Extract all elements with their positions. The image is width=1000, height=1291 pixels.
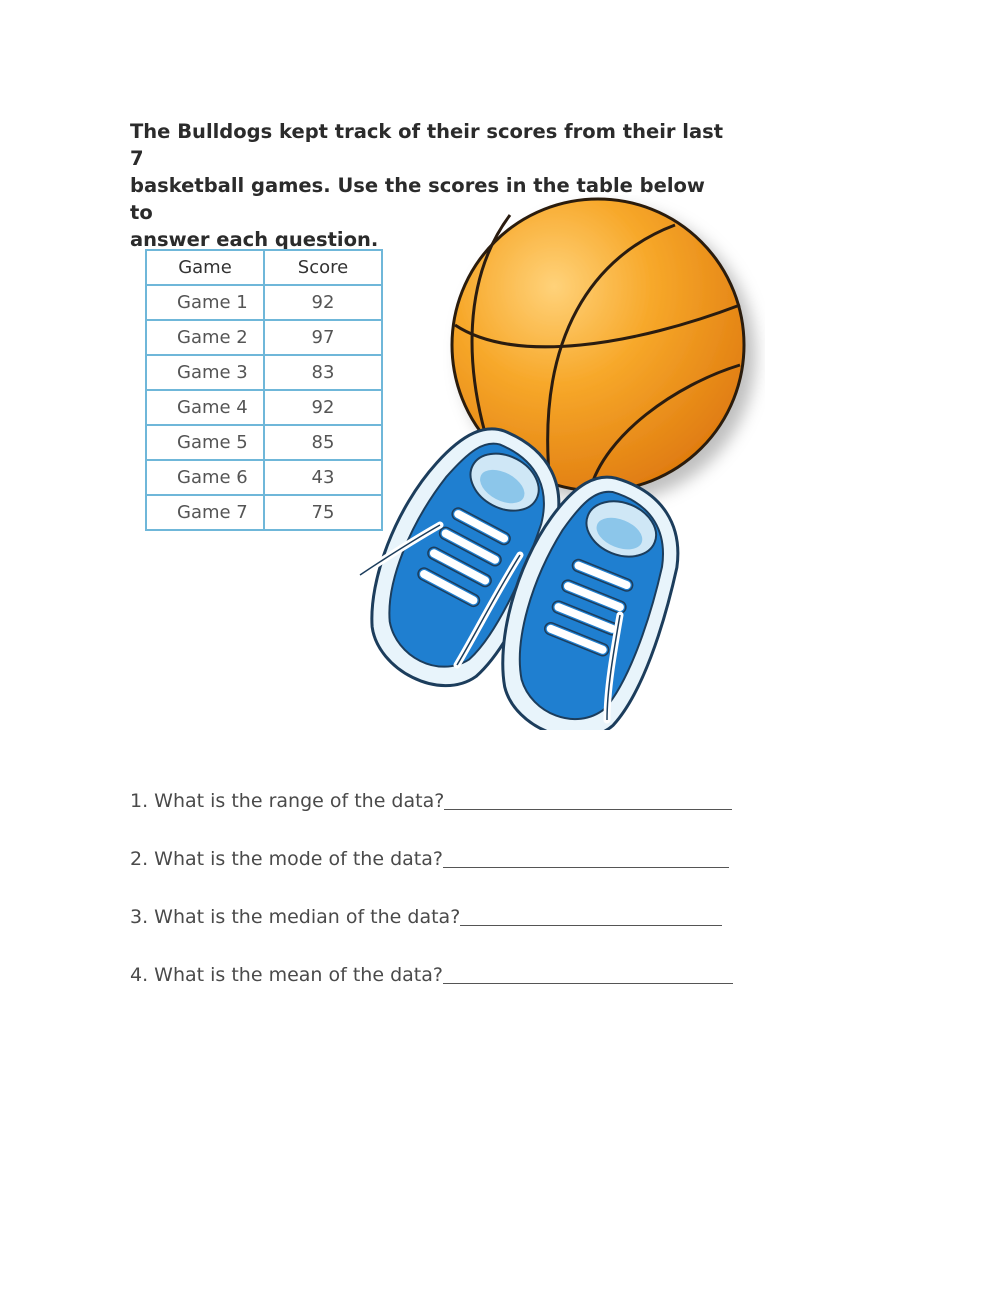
score-cell: 43 [264,460,382,495]
game-cell: Game 1 [146,285,264,320]
header-game: Game [146,250,264,285]
score-cell: 92 [264,390,382,425]
answer-line[interactable] [460,905,722,926]
game-cell: Game 5 [146,425,264,460]
question-text: 4. What is the mean of the data? [130,964,443,986]
question-item [130,816,770,874]
score-cell: 97 [264,320,382,355]
score-cell: 83 [264,355,382,390]
questions-list [130,758,770,990]
question-item [130,758,770,816]
score-cell: 75 [264,495,382,530]
answer-line[interactable] [444,789,732,810]
header-score: Score [264,250,382,285]
question-item [130,932,770,990]
score-cell: 92 [264,285,382,320]
question-item [130,874,770,932]
game-cell: Game 6 [146,460,264,495]
answer-line[interactable] [443,963,733,984]
question-text: 3. What is the median of the data? [130,906,461,928]
intro-line: basketball games. Use the scores in the table below to [130,174,705,224]
question-text: 1. What is the range of the data? [130,790,445,812]
game-cell: Game 7 [146,495,264,530]
score-cell: 85 [264,425,382,460]
game-cell: Game 4 [146,390,264,425]
intro-line: answer each question. [130,228,379,251]
game-cell: Game 3 [146,355,264,390]
illustration [345,195,765,730]
game-cell: Game 2 [146,320,264,355]
intro-line: The Bulldogs kept track of their scores from their last 7 [130,120,724,170]
question-text: 2. What is the mode of the data? [130,848,443,870]
answer-line[interactable] [443,847,729,868]
